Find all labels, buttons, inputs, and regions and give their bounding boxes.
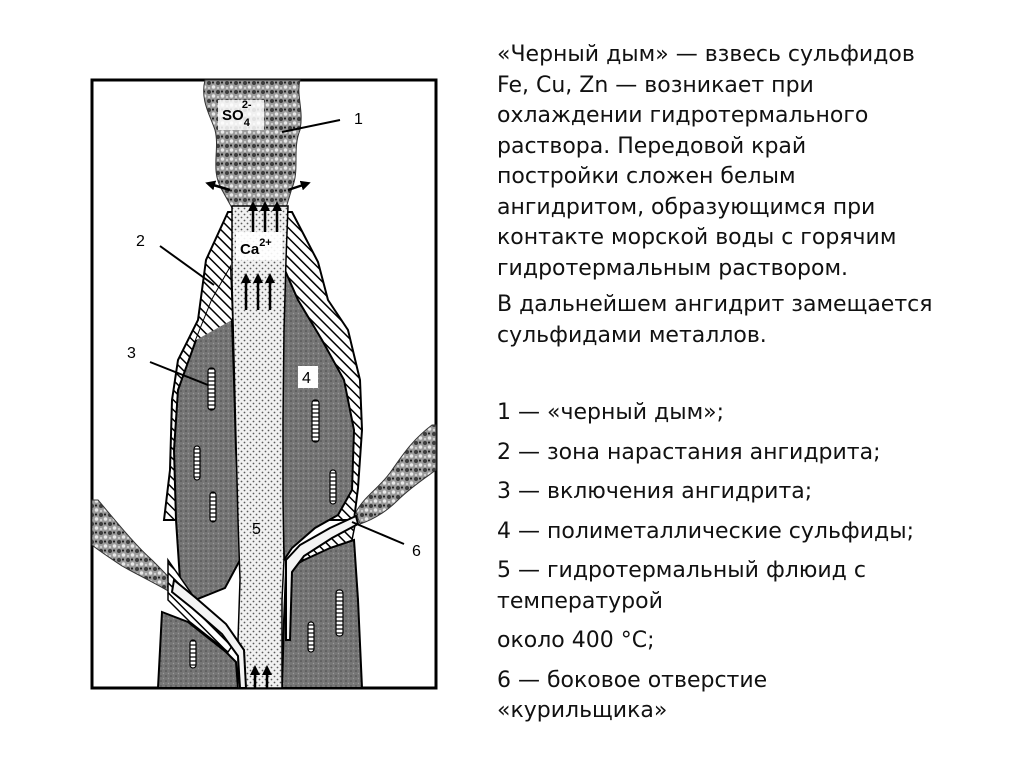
- legend-item-5-cont: около 400 °С;: [497, 628, 655, 653]
- label-1: 1: [354, 111, 363, 128]
- ca-label: $Ca^{2+}$: [240, 237, 272, 258]
- description-paragraph-1: «Черный дым» — взвесь сульфидов Fe, Cu, Zn — возникает при охлаждении гидротермального раствора. Передовой край постройки сложен белым ангидритом, образующимся при контакте морской воды с горячим гидротермальным раствором.: [497, 42, 915, 281]
- black-smoker-diagram: [0, 0, 460, 767]
- description-paragraph-2: В дальнейшем ангидрит замещается сульфидами металлов.: [497, 292, 933, 348]
- label-3: 3: [127, 345, 136, 362]
- label-6: 6: [412, 543, 421, 560]
- legend-item-3: 3 — включения ангидрита;: [497, 479, 813, 504]
- label-2: 2: [136, 233, 145, 250]
- legend-item-2: 2 — зона нарастания ангидрита;: [497, 439, 881, 465]
- so4-label: $SO_42-$: [222, 99, 252, 129]
- legend-item-6: 6 — боковое отверстие «курильщика»: [497, 667, 768, 723]
- label-5: 5: [252, 521, 261, 538]
- text-panel: [497, 40, 1007, 736]
- legend-item-5: 5 — гидротермальный флюид с температурой: [497, 558, 866, 614]
- hydrothermal-fluid-conduit: [232, 206, 288, 688]
- legend-item-1: 1 — «черный дым»;: [497, 400, 725, 425]
- legend-item-4: 4 — полиметаллические сульфиды;: [497, 518, 915, 544]
- label-4: 4: [302, 370, 311, 387]
